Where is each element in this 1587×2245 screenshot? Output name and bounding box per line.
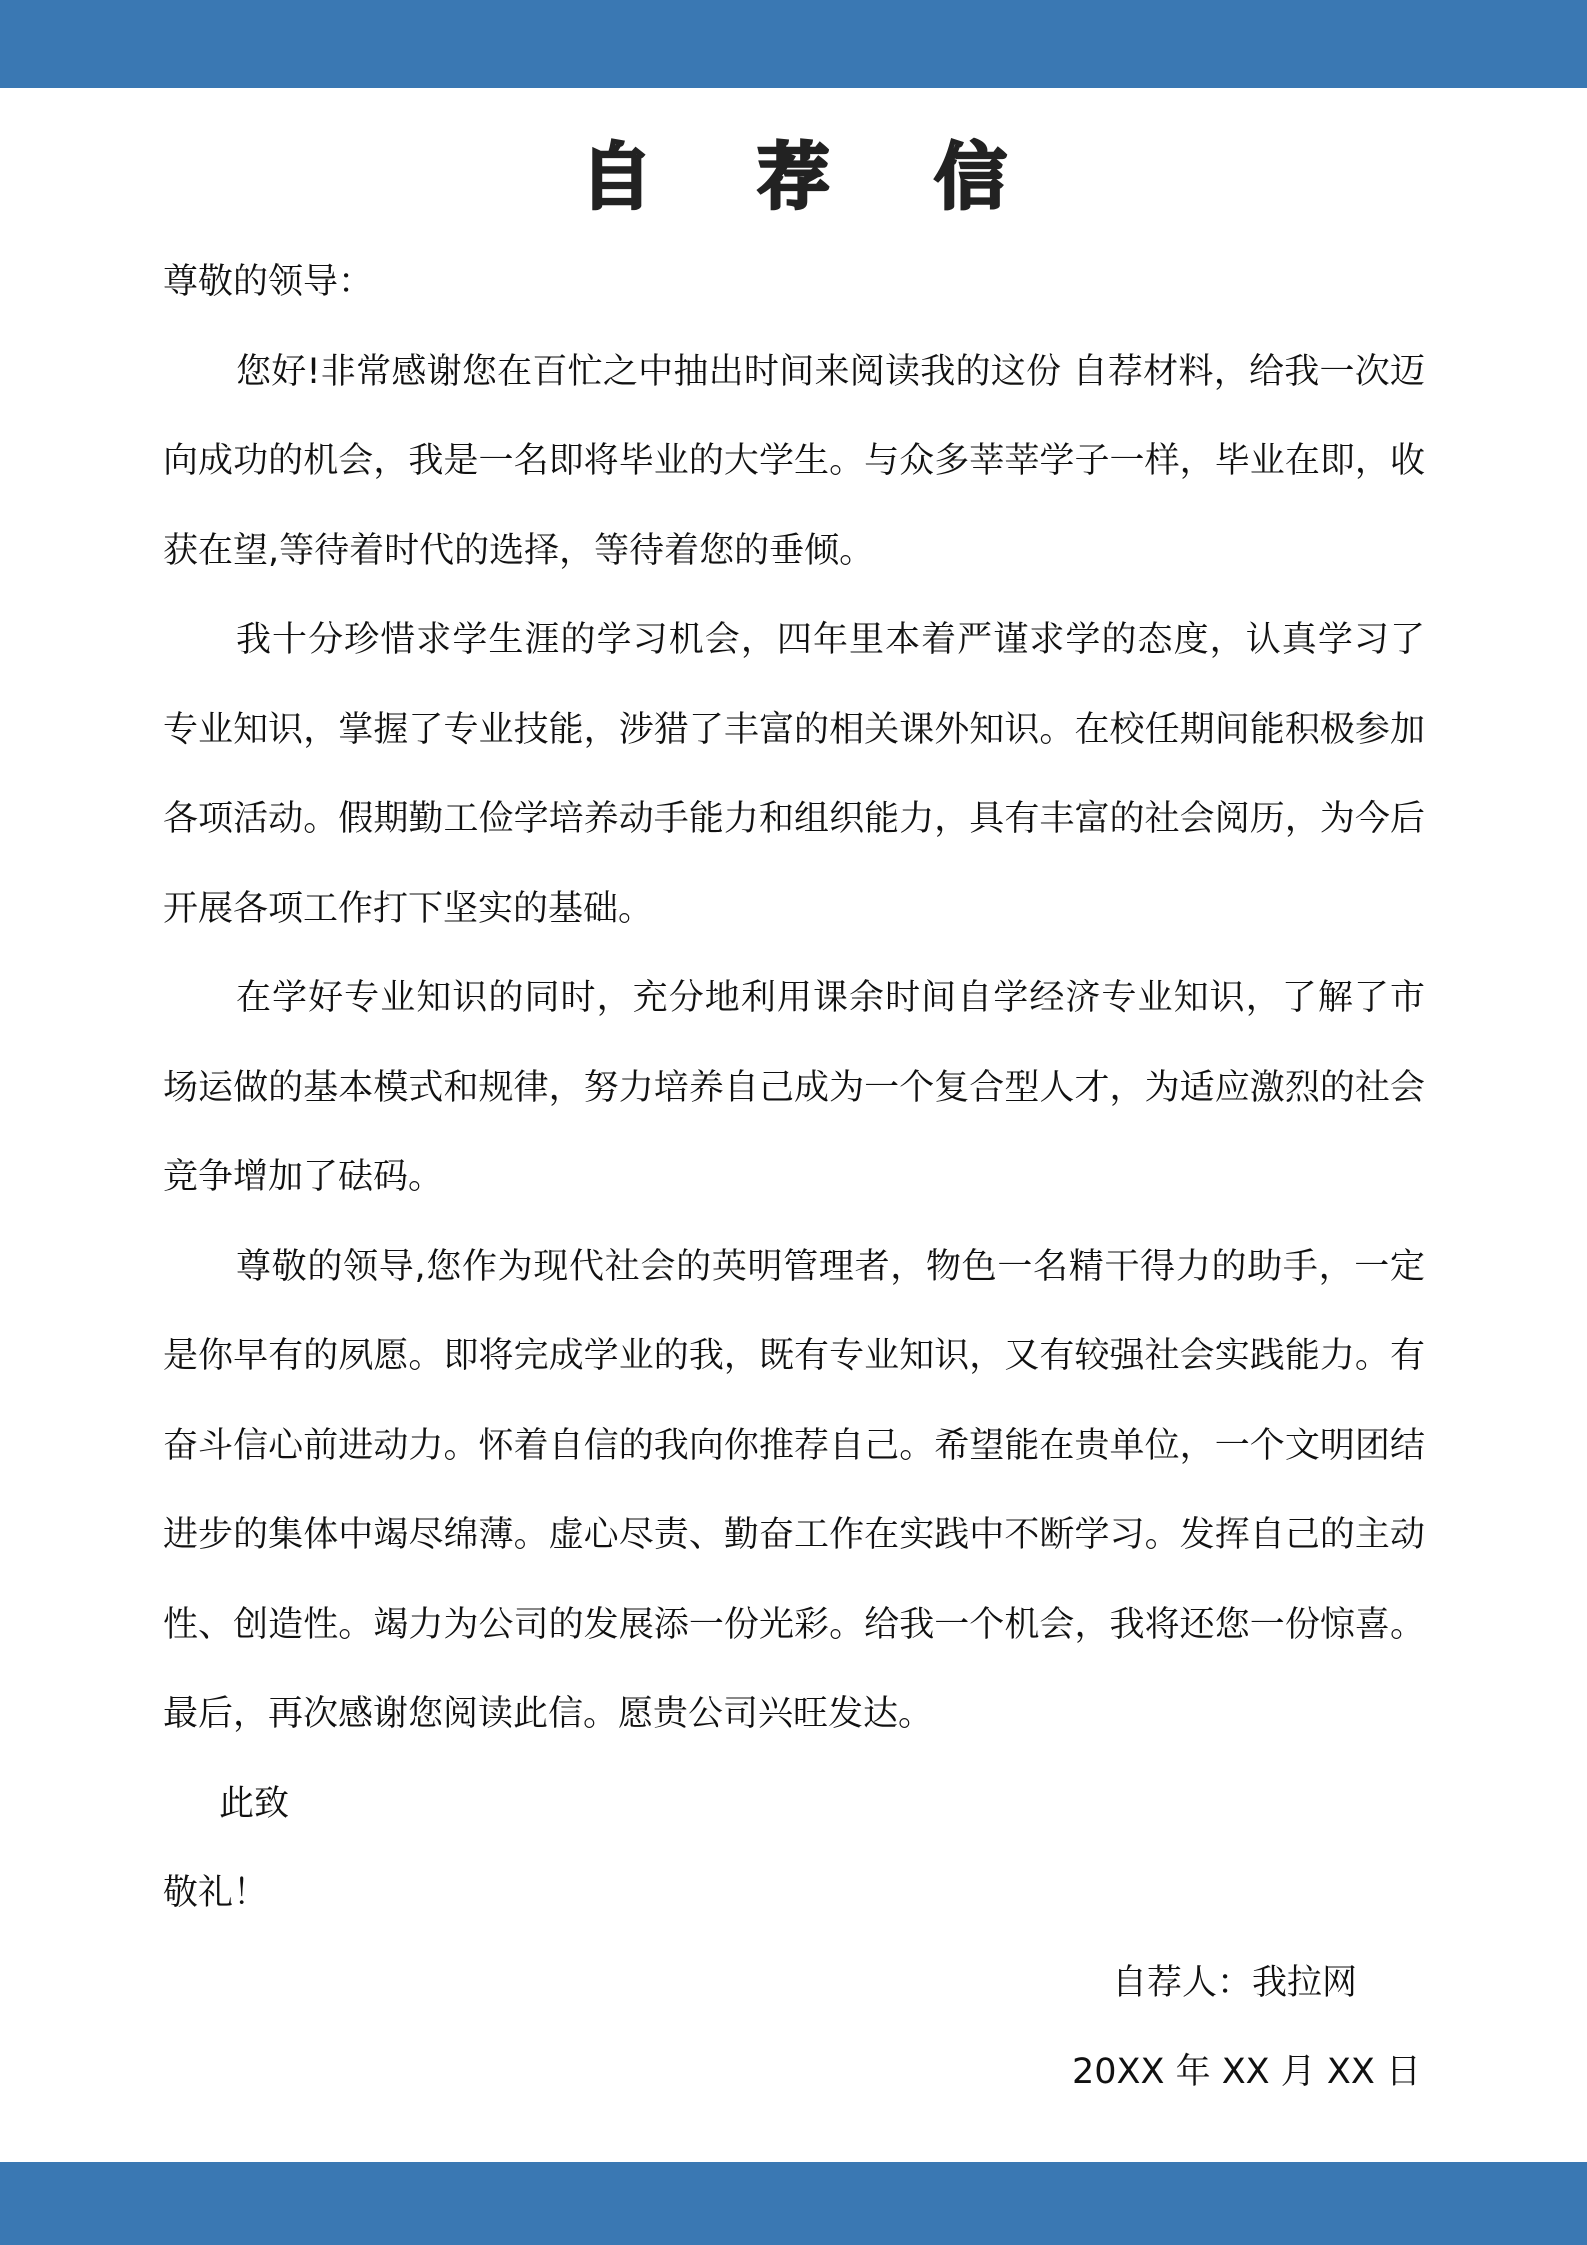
date-line: 20XX 年 XX 月 XX 日 [1071,2052,1421,2092]
paragraph-study: 我十分珍惜求学生涯的学习机会，四年里本着严谨求学的态度，认真学习了专业知识，掌握了专业技能，涉猎了丰富的相关课外知识。在校任期间能积极参加各项活动。假期勤工俭学培养动手能力和组织能力，具有丰富的社会阅历，为今后开展各项工作打下坚实的基础。 [163,620,1425,929]
regards: 敬礼！ [163,1873,269,1913]
paragraph-request: 尊敬的领导,您作为现代社会的英明管理者，物色一名精干得力的助手，一定是你早有的夙愿。即将完成学业的我，既有专业知识，又有较强社会实践能力。有奋斗信心前进动力。怀着自信的我向你推荐自己。希望能在贵单位，一个文明团结进步的集体中竭尽绵薄。虚心尽责、勤奋工作在实践中不断学习。发挥自己的主动性、创造性。竭力为公司的发展添一份光彩。给我一个机会，我将还您一份惊喜。最后，再次感谢您阅读此信。愿贵公司兴旺发达。 [163,1246,1425,1734]
bottom-banner [0,2162,1587,2245]
letter-body [163,238,1425,2118]
salutation: 尊敬的领导： [163,262,374,302]
top-banner [0,0,1587,88]
closing-phrase: 此致 [219,1783,290,1824]
page-title: 自 荐 信 [580,135,1047,219]
signature: 自荐人：我拉网 [1111,1962,1357,2003]
paragraph-greeting: 您好!非常感谢您在百忙之中抽出时间来阅读我的这份 自荐材料，给我一次迈向成功的机会，我是一名即将毕业的大学生。与众多莘莘学子一样，毕业在即，收获在望,等待着时代的选择，等待着您的垂倾。 [163,351,1425,571]
paragraph-self-learning: 在学好专业知识的同时，充分地利用课余时间自学经济专业知识，了解了市场运做的基本模式和规律，努力培养自己成为一个复合型人才，为适应激烈的社会竞争增加了砝码。 [163,978,1425,1197]
